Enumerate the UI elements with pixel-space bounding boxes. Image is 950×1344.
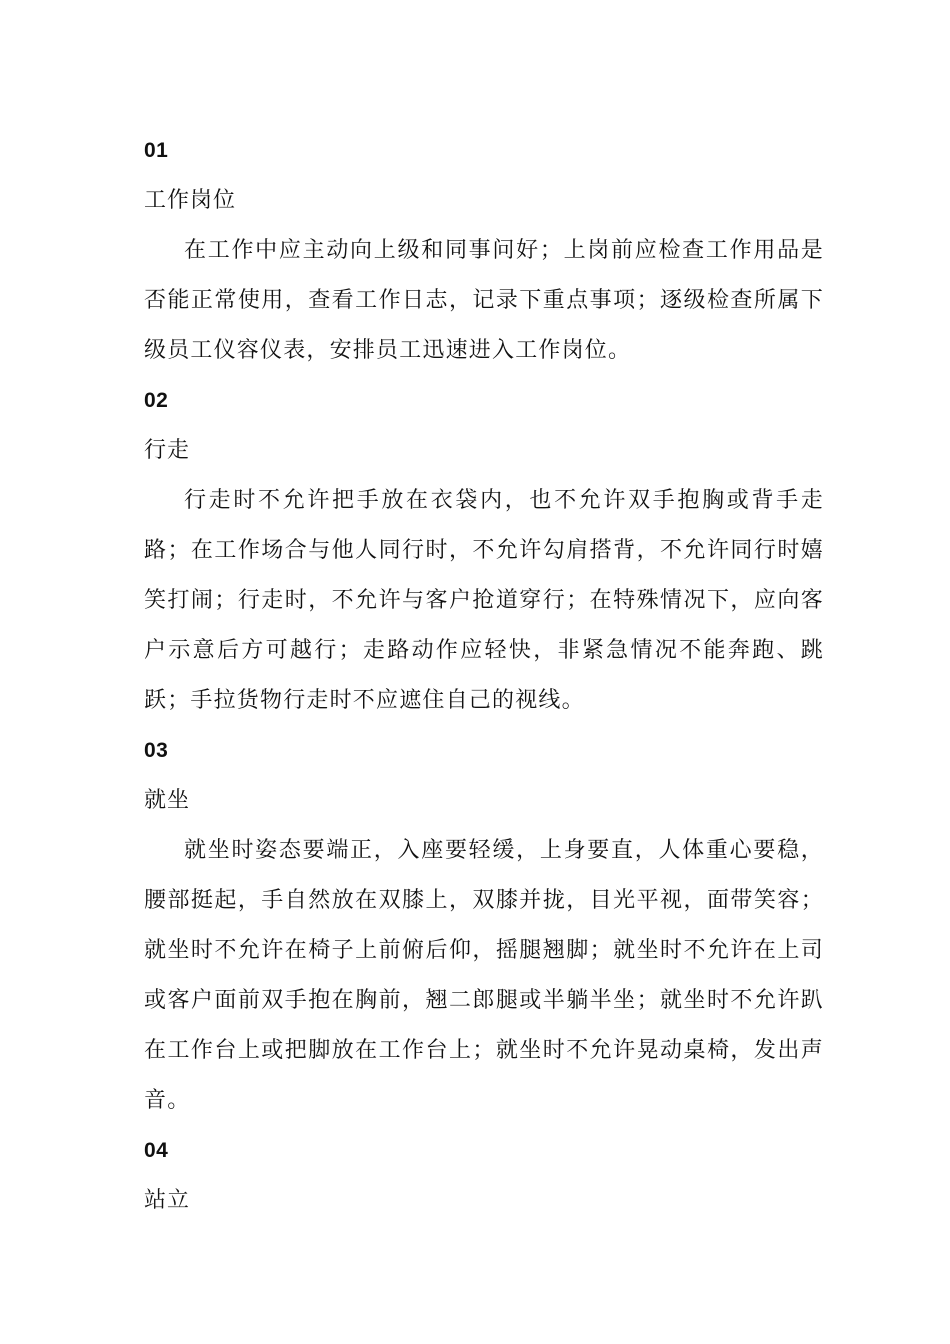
section-body: 行走时不允许把手放在衣袋内，也不允许双手抱胸或背手走路；在工作场合与他人同行时，不允许勾肩搭背，不允许同行时嬉笑打闹；行走时，不允许与客户抢道穿行；在特殊情况下，应向客户示意后方可越行；走路动作应轻快，非紧急情况不能奔跑、跳跃；手拉货物行走时不应遮住自己的视线。 [144,488,824,713]
section-number: 01 [144,139,169,162]
section-title: 工作岗位 [144,188,237,213]
section-body: 就坐时姿态要端正，入座要轻缓，上身要直，人体重心要稳，腰部挺起，手自然放在双膝上，双膝并拢，目光平视，面带笑容；就坐时不允许在椅子上前俯后仰，摇腿翘脚；就坐时不允许在上司或客户面前双手抱在胸前，翘二郎腿或半躺半坐；就坐时不允许趴在工作台上或把脚放在工作台上；就坐时不允许晃动桌椅，发出声音。 [144,838,824,1113]
section-number: 03 [144,739,169,762]
section-title: 行走 [144,438,191,463]
section-number: 04 [144,1139,169,1162]
section-title: 就坐 [144,788,191,813]
section-title: 站立 [144,1188,191,1213]
section-body: 在工作中应主动向上级和同事问好；上岗前应检查工作用品是否能正常使用，查看工作日志，记录下重点事项；逐级检查所属下级员工仪容仪表，安排员工迅速进入工作岗位。 [144,238,824,363]
document-content [144,126,824,1226]
section-number: 02 [144,389,169,412]
